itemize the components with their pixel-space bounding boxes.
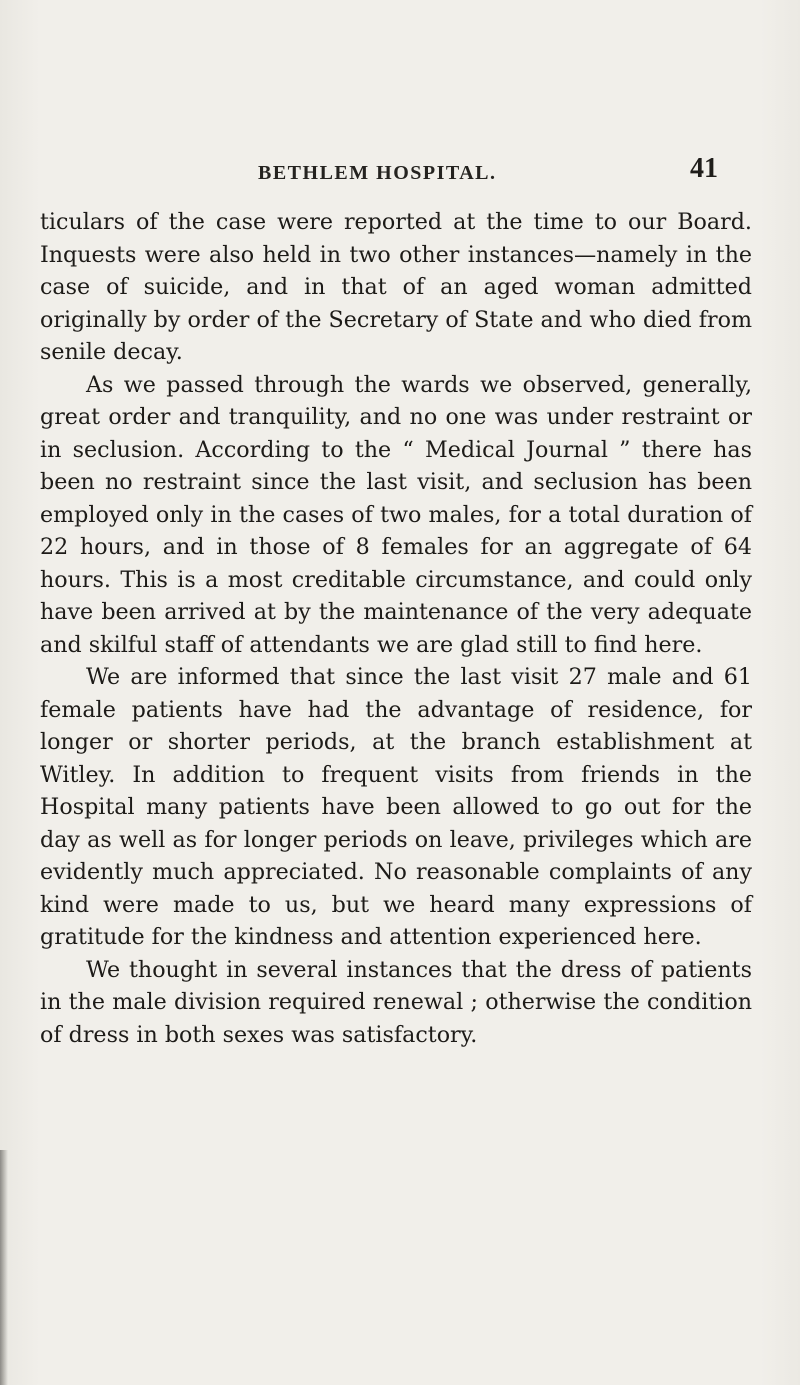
paragraph-wards: As we passed through the wards we observed, generally, great order and tranquility, and no one was under restraint or in seclusion. According to the “ Medical Journal ” there has been no restraint since the last visit, and seclusion has been employed only in the cases of two males, for a total duration of 22 hours, and in those of 8 females for an aggregate of 64 hours. This is a most creditable circumstance, and could only have been arrived at by the maintenance of the very adequate and skilful staff of attendants we are glad still to find here.: [40, 371, 752, 658]
page-edge-shadow: [0, 1150, 8, 1385]
paragraph-continuation: ticulars of the case were reported at the time to our Board. Inquests were also held in two other instances—namely in the case of suicide, and in that of an aged woman admitted originally by order of the Secretary of State and who died from senile decay.: [40, 209, 752, 365]
page-number: 41: [690, 153, 718, 184]
running-title: BETHLEM HOSPITAL.: [258, 162, 497, 184]
paragraph-dress: We thought in several instances that the dress of patients in the male division required renewal ; otherwise the condition of dress in both sexes was satisfactory.: [40, 956, 752, 1048]
body-text: [40, 206, 752, 1051]
paragraph-witley: We are informed that since the last visit 27 male and 61 female patients have had the advantage of residence, for longer or shorter periods, at the branch establishment at Witley. In addition to frequent visits from friends in the Hospital many patients have been allowed to go out for the day as well as for longer periods on leave, privileges which are evidently much appreciated. No reasonable complaints of any kind were made to us, but we heard many expressions of gratitude for the kindness and attention experienced here.: [40, 664, 752, 950]
